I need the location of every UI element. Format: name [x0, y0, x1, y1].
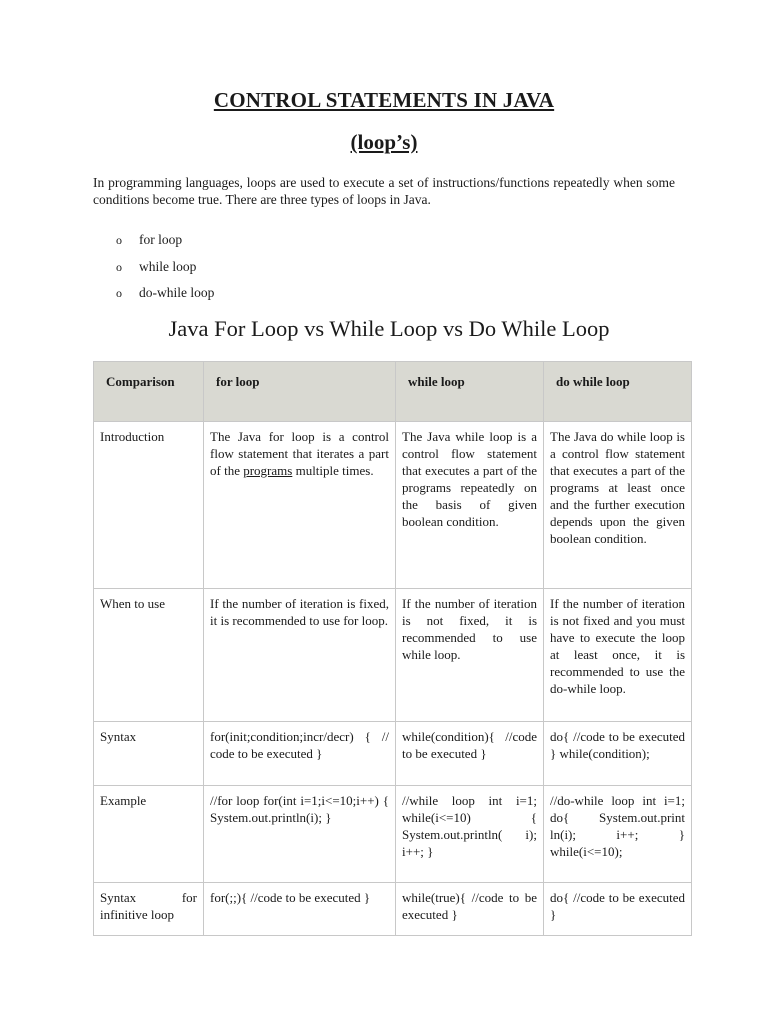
- intro-paragraph: In programming languages, loops are used to execute a set of instructions/functions repeatedly when some conditions become true. There are three types of loops in Java.: [93, 175, 675, 207]
- row-label: Syntax for infinitive loop: [94, 883, 204, 936]
- bullet-marker: o: [116, 233, 122, 247]
- column-header: while loop: [396, 362, 544, 422]
- table-cell: //for loop for(int i=1;i<=10;i++) { System.out.println(i); }: [204, 786, 396, 883]
- table-cell: while(condition){ //code to be executed }: [396, 722, 544, 786]
- bullet-marker: o: [116, 286, 122, 300]
- table-header-row: [94, 362, 692, 422]
- cell-text: The Java for loop is a control flow statement that iterates a part of the: [210, 429, 389, 478]
- table-row: [94, 422, 692, 589]
- table-cell: while(true){ //code to be executed }: [396, 883, 544, 936]
- comparison-table: [93, 361, 692, 936]
- row-label: Syntax: [94, 722, 204, 786]
- table-cell: for(init;condition;incr/decr) { // code to be executed }: [204, 722, 396, 786]
- table-cell: for(;;){ //code to be executed }: [204, 883, 396, 936]
- table-row: [94, 722, 692, 786]
- table-cell: [204, 422, 396, 589]
- page-subtitle: (loop’s): [350, 130, 418, 154]
- column-header: do while loop: [544, 362, 692, 422]
- table-row: [94, 786, 692, 883]
- table-row: [94, 883, 692, 936]
- table-row: [94, 589, 692, 722]
- row-label: When to use: [94, 589, 204, 722]
- row-label: Introduction: [94, 422, 204, 589]
- table-cell: If the number of iteration is not fixed and you must have to execute the loop at least once, it is recommended to use the do-while loop.: [544, 589, 692, 722]
- row-label: Example: [94, 786, 204, 883]
- table-cell: If the number of iteration is fixed, it is recommended to use for loop.: [204, 589, 396, 722]
- column-header: Comparison: [94, 362, 204, 422]
- table-cell: do{ //code to be executed } while(condition);: [544, 722, 692, 786]
- column-header: for loop: [204, 362, 396, 422]
- page-title: CONTROL STATEMENTS IN JAVA: [213, 88, 555, 112]
- comparison-heading: Java For Loop vs While Loop vs Do While Loop: [168, 316, 610, 341]
- bullet-marker: o: [116, 259, 122, 274]
- table-cell: The Java while loop is a control flow statement that executes a part of the programs repeatedly on the basis of given boolean condition.: [396, 422, 544, 589]
- table-cell: //do-while loop int i=1; do{ System.out.print ln(i); i++; } while(i<=10);: [544, 786, 692, 883]
- table-cell: do{ //code to be executed }: [544, 883, 692, 936]
- cell-text: multiple times.: [292, 463, 374, 478]
- table-cell: //while loop int i=1; while(i<=10) { System.out.println( i); i++; }: [396, 786, 544, 883]
- table-cell: If the number of iteration is not fixed, it is recommended to use while loop.: [396, 589, 544, 722]
- list-item-label: while loop: [139, 258, 197, 274]
- list-item-label: do-while loop: [139, 285, 215, 300]
- list-item-label: for loop: [139, 232, 183, 247]
- programs-link[interactable]: programs: [243, 463, 293, 478]
- table-cell: The Java do while loop is a control flow statement that executes a part of the programs at least once and the further execution depends upon the given boolean condition.: [544, 422, 692, 589]
